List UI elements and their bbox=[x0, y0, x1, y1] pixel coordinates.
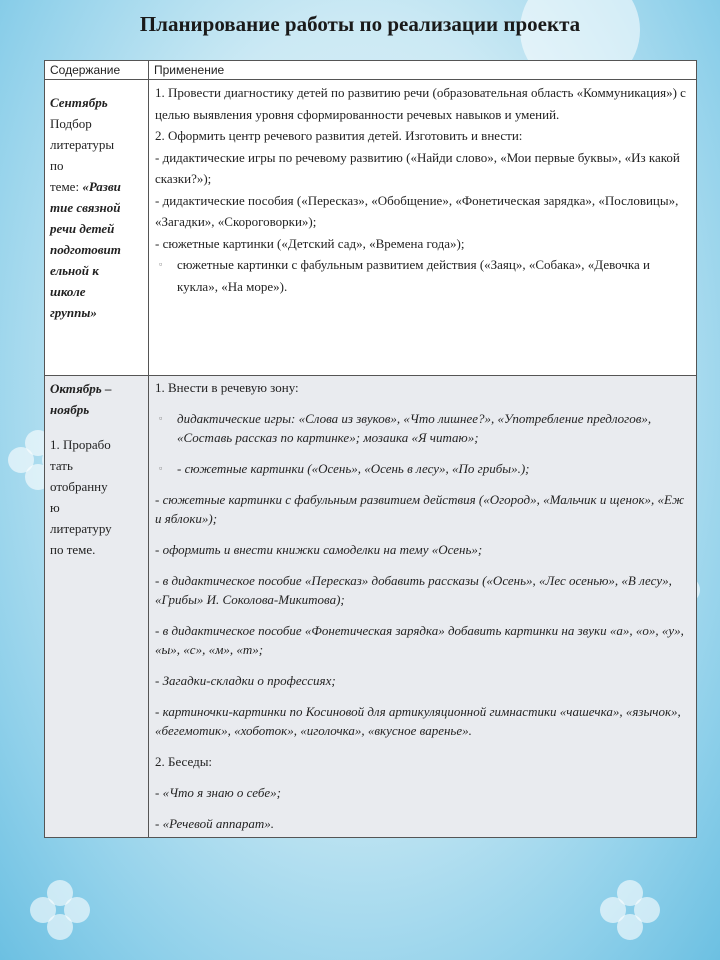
list-item: 1. Провести диагностику детей по развитию речи (образовательная область «Коммуникация») с целью выявления уровня сформированности речевых навыков и умений. bbox=[155, 85, 686, 122]
header-application: Применение bbox=[154, 63, 225, 77]
list-item: - «Речевой аппарат». bbox=[155, 816, 274, 831]
plan-table bbox=[44, 60, 697, 838]
list-item: - дидактические игры по речевому развитию («Найди слово», «Мои первые буквы», «Из какой сказки?»); bbox=[155, 149, 680, 186]
month-label: Сентябрь bbox=[50, 95, 108, 110]
content-line: тать bbox=[50, 458, 73, 473]
october-content-cell bbox=[45, 376, 149, 837]
topic-line: подготовит bbox=[50, 242, 121, 257]
page-title: Планирование работы по реализации проекта bbox=[139, 12, 581, 36]
list-item: - дидактические пособия («Пересказ», «Обобщение», «Фонетическая зарядка», «Пословицы», «Загадки», «Скороговорки»); bbox=[155, 192, 679, 229]
header-content: Содержание bbox=[45, 61, 149, 79]
bullet-item: ▫ дидактические игры: «Слова из звуков», «Что лишнее?», «Употребление предлогов», «Составь рассказ по картинке»; мозаика «Я читаю»; bbox=[155, 409, 690, 447]
month-label: ноябрь bbox=[50, 402, 90, 417]
topic-line: речи детей bbox=[50, 221, 115, 236]
month-label: Октябрь – bbox=[50, 381, 112, 396]
list-item: - в дидактическое пособие «Пересказ» добавить рассказы («Осень», «Лес осенью», «В лесу», «Грибы» И. Соколова-Микитова); bbox=[155, 573, 672, 607]
list-item: - сюжетные картинки с фабульным развитием действия («Огород», «Мальчик и щенок», «Еж и яблоки»); bbox=[155, 492, 685, 526]
topic-line: школе bbox=[50, 284, 86, 299]
list-item: - картиночки-картинки по Косиновой для артикуляционной гимнастики «чашечка», «язычок», «бегемотик», «хоботок», «иголочка», «вкусное варенье». bbox=[155, 704, 681, 738]
content-line: литературу bbox=[50, 521, 112, 536]
table-header-row bbox=[45, 61, 696, 80]
list-heading: 1. Внести в речевую зону: bbox=[155, 380, 299, 395]
bullet-item: ▫ сюжетные картинки с фабульным развитием действия («Заяц», «Собака», «Девочка и кукла», «На море»). bbox=[155, 254, 690, 297]
content-line: ю bbox=[50, 500, 60, 515]
topic-line: «Разви bbox=[82, 179, 121, 194]
list-item: - в дидактическое пособие «Фонетическая зарядка» добавить картинки на звуки «а», «о», «у», «ы», «с», «м», «т»; bbox=[155, 623, 684, 657]
october-application-cell bbox=[149, 376, 696, 837]
list-item: 2. Оформить центр речевого развития детей. Изготовить и внести: bbox=[155, 128, 523, 143]
topic-line: тие связной bbox=[50, 200, 121, 215]
content-line: 1. Прорабо bbox=[50, 437, 111, 452]
list-heading: 2. Беседы: bbox=[155, 754, 213, 769]
content-line: по bbox=[50, 158, 64, 173]
content-line: отобранну bbox=[50, 479, 108, 494]
list-item: - «Что я знаю о себе»; bbox=[155, 785, 281, 800]
list-item: - сюжетные картинки («Детский сад», «Времена года»); bbox=[155, 235, 465, 251]
topic-line: группы» bbox=[50, 305, 97, 320]
background-flower bbox=[600, 880, 660, 940]
content-line: по теме. bbox=[50, 542, 96, 557]
table-row-october bbox=[45, 376, 696, 837]
background-flower bbox=[30, 880, 90, 940]
list-item: - оформить и внести книжки самоделки на тему «Осень»; bbox=[155, 542, 483, 557]
list-item: - Загадки-складки о профессиях; bbox=[155, 673, 336, 688]
september-application-cell bbox=[149, 80, 696, 375]
content-line: теме: bbox=[50, 179, 80, 194]
table-row-september bbox=[45, 80, 696, 376]
topic-line: ельной к bbox=[50, 263, 99, 278]
september-content-cell bbox=[45, 80, 149, 375]
content-line: литературы bbox=[50, 137, 115, 152]
content-line: Подбор bbox=[50, 116, 92, 131]
bullet-item: ▫ - сюжетные картинки («Осень», «Осень в лесу», «По грибы».); bbox=[155, 459, 690, 478]
